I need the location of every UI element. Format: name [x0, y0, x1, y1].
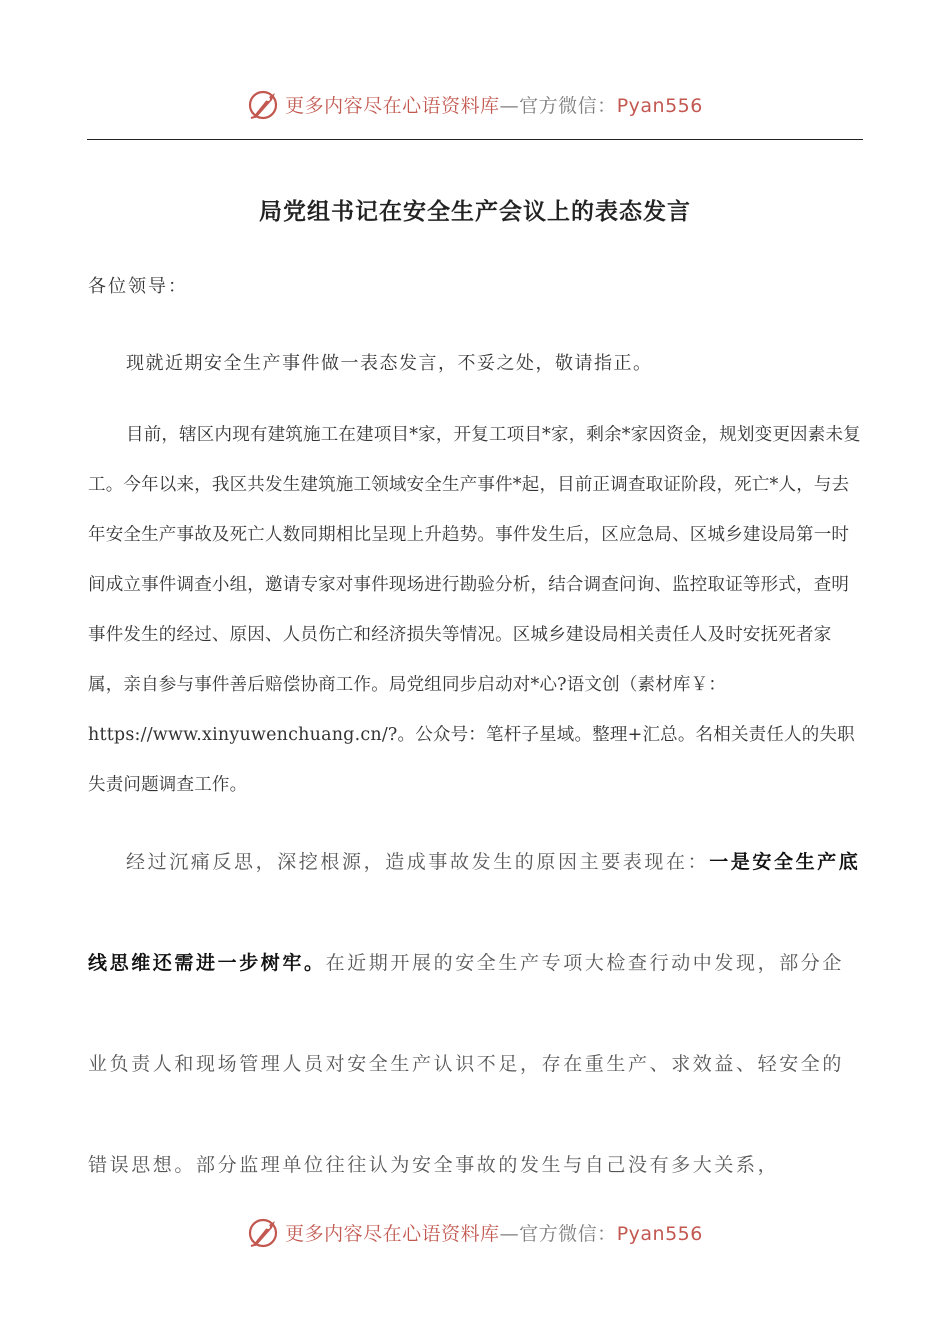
greeting: 各位领导：	[88, 276, 188, 297]
paragraph-causes-rest: 在近期开展的安全生产专项大检查行动中发现，部分企业负责人和现场管理人员对安全生产认识不足，存在重生产、求效益、轻安全的错误思想。部分监理单位往往认为安全事故的发生与自己没有多大关系，	[88, 952, 845, 1176]
footer-banner	[0, 1212, 950, 1252]
banner-slogan: 更多内容尽在心语资料库	[285, 1222, 500, 1245]
banner-text	[285, 1219, 703, 1246]
paragraph-causes-bold: 一是安全生产底线思维还需进一步树牢。	[88, 851, 861, 974]
paragraph-intro: 现就近期安全生产事件做一表态发言，不妥之处，敬请指正。	[126, 353, 653, 374]
banner-dash: —	[499, 1222, 520, 1245]
banner-text	[285, 91, 703, 118]
banner-wechat-label: 官方微信：	[519, 94, 617, 117]
paragraph-causes	[88, 812, 862, 1216]
document-title: 局党组书记在安全生产会议上的表态发言	[259, 198, 691, 226]
pen-nib-logo-icon	[247, 87, 281, 121]
paragraph-causes-lead: 经过沉痛反思，深挖根源，造成事故发生的原因主要表现在：	[126, 851, 710, 873]
banner-wechat-id: Pyan556	[616, 94, 703, 117]
header-banner	[0, 84, 950, 124]
paragraph-situation: 目前，辖区内现有建筑施工在建项目*家，开复工项目*家，剩余*家因资金，规划变更因素未复工。今年以来，我区共发生建筑施工领域安全生产事件*起，目前正调查取证阶段，死亡*人，与去年安全生产事故及死亡人数同期相比呈现上升趋势。事件发生后，区应急局、区城乡建设局第一时间成立事件调查小组，邀请专家对事件现场进行勘验分析，结合调查问询、监控取证等形式，查明事件发生的经过、原因、人员伤亡和经济损失等情况。区城乡建设局相关责任人及时安抚死者家属，亲自参与事件善后赔偿协商工作。局党组同步启动对*心?语文创（素材库￥：https://www.xinyuwenchuang.cn/?。公众号：笔杆子星域。整理+汇总。名相关责任人的失职失责问题调查工作。	[88, 425, 861, 795]
banner-wechat-label: 官方微信：	[519, 1222, 617, 1245]
pen-nib-logo-icon	[247, 1215, 281, 1249]
banner-wechat-id: Pyan556	[616, 1222, 703, 1245]
banner-dash: —	[499, 94, 520, 117]
header-divider	[87, 139, 863, 140]
banner-slogan: 更多内容尽在心语资料库	[285, 94, 500, 117]
